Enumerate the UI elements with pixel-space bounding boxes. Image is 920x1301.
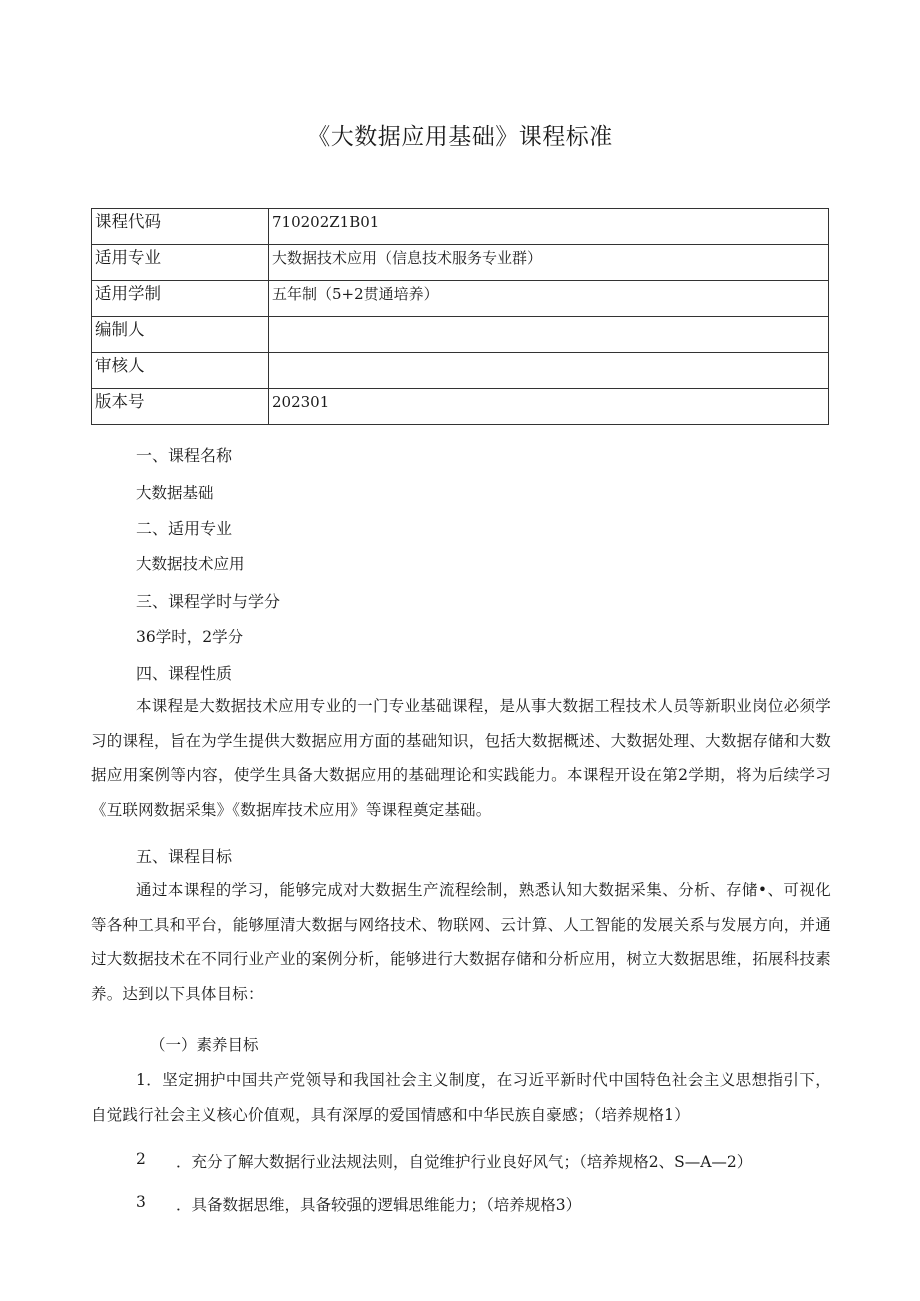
table-row [92, 353, 829, 389]
course-nature-paragraph: 本课程是大数据技术应用专业的一门专业基础课程，是从事大数据工程技术人员等新职业岗位必须学习的课程，旨在为学生提供大数据应用方面的基础知识，包括大数据概述、大数据处理、大数据存储和大数据应用案例等内容，使学生具备大数据应用的基础理论和实践能力。本课程开设在第2学期，将为后续学习《互联网数据采集》《数据库技术应用》等课程奠定基础。 [91, 697, 831, 819]
goal-item-number: 2 [136, 1150, 146, 1168]
course-goals-paragraph: 通过本课程的学习，能够完成对大数据生产流程绘制，熟悉认知大数据采集、分析、存储•、可视化等各种工具和平台，能够厘清大数据与网络技术、物联网、云计算、人工智能的发展关系与发展方向，并通过大数据技术在不同行业产业的案例分析，能够进行大数据存储和分析应用，树立大数据思维，拓展科技素养。达到以下具体目标： [91, 881, 831, 1003]
section-text: 36学时，2学分 [136, 628, 244, 646]
section-heading: 三、课程学时与学分 [136, 592, 281, 611]
table-value [269, 353, 829, 389]
section-heading: 二、适用专业 [136, 519, 233, 538]
section-text: 大数据技术应用 [136, 555, 245, 573]
table-value: 710202Z1B01 [269, 209, 829, 245]
subsection-heading: （一）素养目标 [150, 1036, 259, 1054]
table-key: 版本号 [92, 389, 269, 425]
document-title: 《大数据应用基础》课程标准 [307, 124, 613, 150]
table-key: 审核人 [92, 353, 269, 389]
course-info-table [91, 208, 829, 425]
goal-item: ．具备数据思维，具备较强的逻辑思维能力；（培养规格3） [176, 1196, 582, 1214]
section-heading: 四、课程性质 [136, 664, 233, 683]
table-value: 202301 [269, 389, 829, 425]
table-key: 课程代码 [92, 209, 269, 245]
goal-item: 1．坚定拥护中国共产党领导和我国社会主义制度，在习近平新时代中国特色社会主义思想指引下，自觉践行社会主义核心价值观，具有深厚的爱国情感和中华民族自豪感；（培养规格1） [91, 1071, 831, 1124]
section-heading: 五、课程目标 [136, 847, 233, 866]
table-key: 适用学制 [92, 281, 269, 317]
table-value [269, 317, 829, 353]
goal-item: ．充分了解大数据行业法规法则，自觉维护行业良好风气；（培养规格2、S—A—2） [176, 1153, 753, 1171]
table-row [92, 245, 829, 281]
section-text: 大数据基础 [136, 484, 214, 502]
table-key: 编制人 [92, 317, 269, 353]
table-row [92, 209, 829, 245]
table-key: 适用专业 [92, 245, 269, 281]
table-row [92, 281, 829, 317]
table-row [92, 317, 829, 353]
table-value: 大数据技术应用（信息技术服务专业群） [269, 245, 829, 281]
goal-item-number: 3 [136, 1193, 146, 1211]
table-value: 五年制（5+2贯通培养） [269, 281, 829, 317]
section-heading: 一、课程名称 [136, 446, 233, 465]
table-row [92, 389, 829, 425]
